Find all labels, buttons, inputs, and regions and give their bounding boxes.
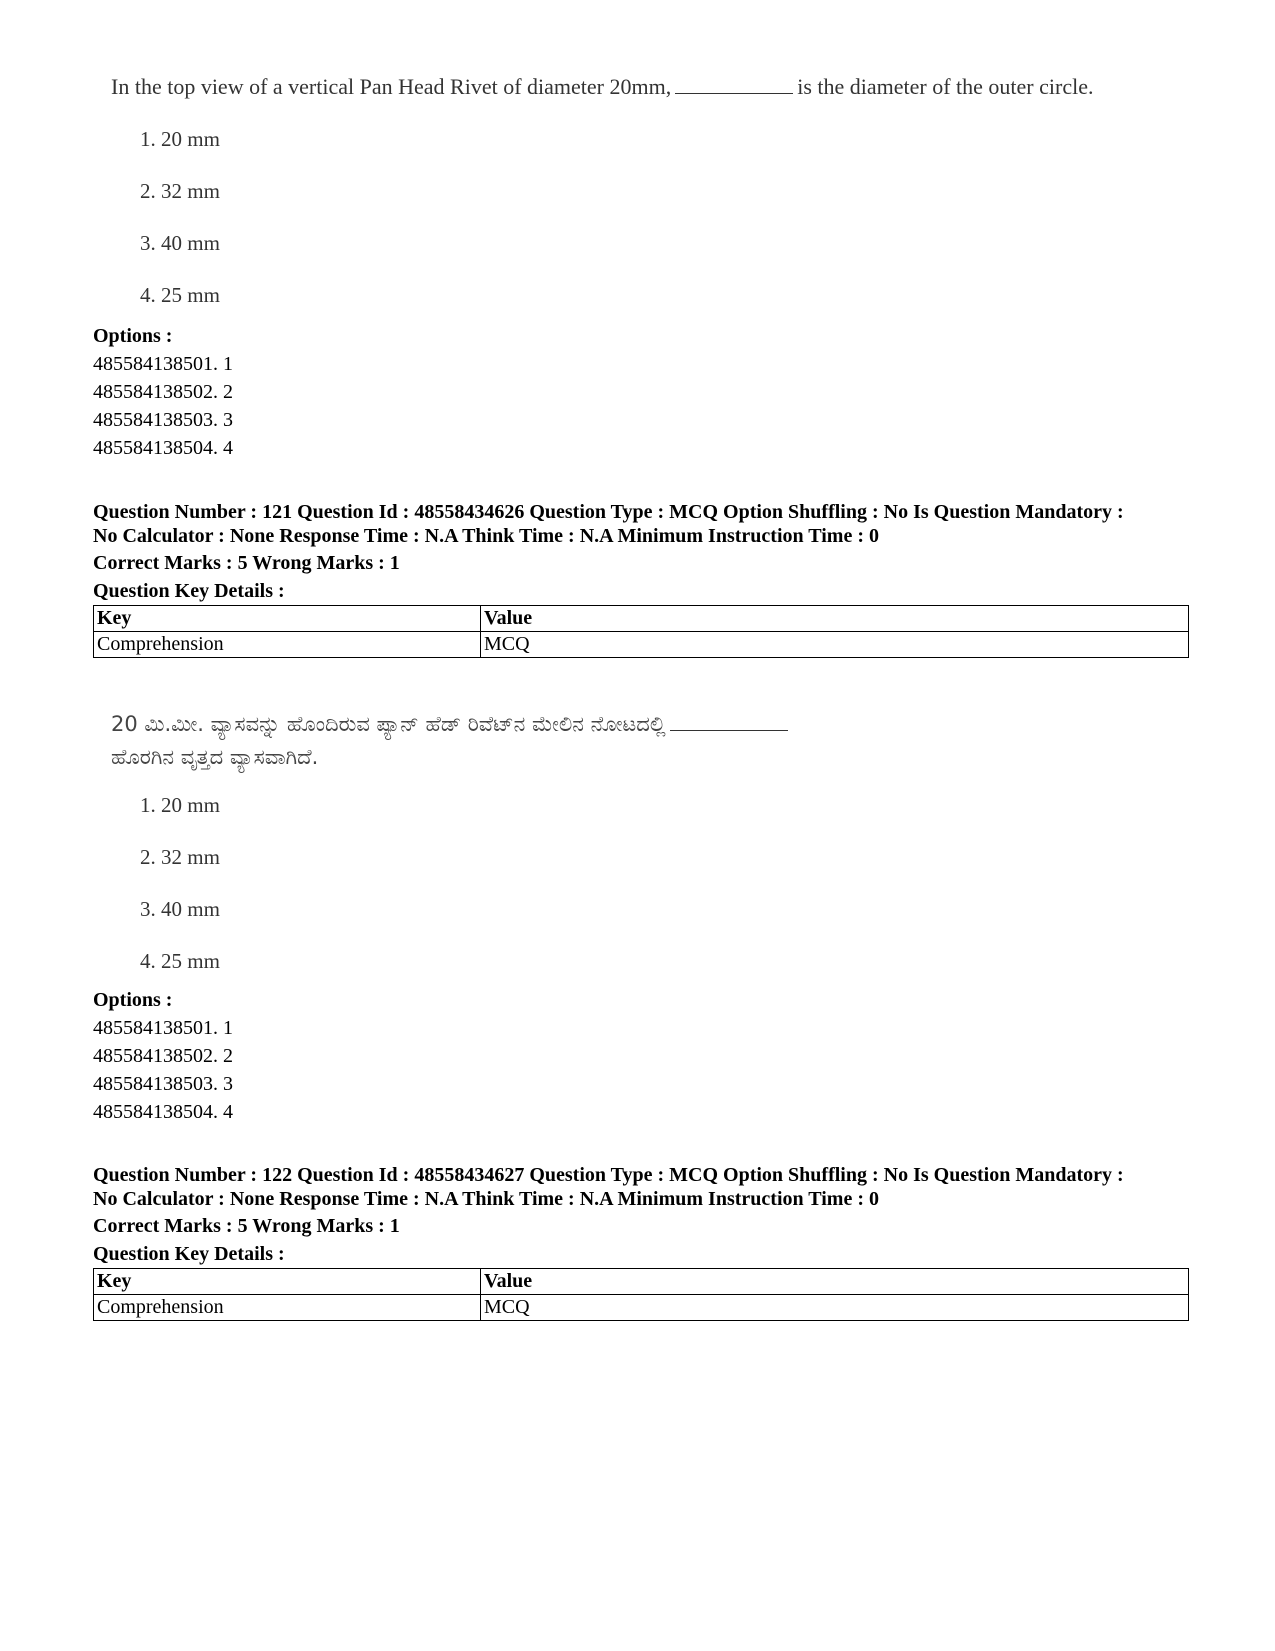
option-id: 485584138501. 1: [93, 1017, 233, 1039]
key-details-heading: Question Key Details :: [93, 580, 285, 602]
table-cell-key: Comprehension: [94, 1295, 481, 1321]
choice-item: 4. 25 mm: [140, 283, 220, 307]
table-header-value: Value: [481, 606, 1189, 632]
marks-line: Correct Marks : 5 Wrong Marks : 1: [93, 1215, 400, 1237]
option-id: 485584138502. 2: [93, 381, 233, 403]
table-header-row: [94, 606, 1189, 632]
choice-item: 3. 40 mm: [140, 897, 220, 921]
choice-item: 4. 25 mm: [140, 949, 220, 973]
choice-item: 2. 32 mm: [140, 845, 220, 869]
option-id: 485584138501. 1: [93, 353, 233, 375]
key-details-heading: Question Key Details :: [93, 1243, 285, 1265]
choice-item: 1. 20 mm: [140, 793, 220, 817]
answer-blank: [670, 729, 788, 731]
question-text-kannada: [111, 708, 792, 774]
option-id: 485584138504. 4: [93, 1101, 233, 1123]
table-cell-value: MCQ: [481, 1295, 1189, 1321]
table-cell-key: Comprehension: [94, 632, 481, 658]
option-id: 485584138503. 3: [93, 409, 233, 431]
options-heading: Options :: [93, 989, 173, 1011]
option-id: 485584138502. 2: [93, 1045, 233, 1067]
question-text-kannada-line1: 20 ಮಿ.ಮೀ. ವ್ಯಾಸವನ್ನು ಹೊಂದಿರುವ ಪ್ಯಾನ್ ಹೆಡ್ ರಿವೆಟ್‌ನ ಮೇಲಿನ ನೋಟದಲ್ಲಿ: [111, 712, 666, 736]
choice-item: 3. 40 mm: [140, 231, 220, 255]
question-text: [111, 74, 1093, 100]
choice-item: 2. 32 mm: [140, 179, 220, 203]
question-meta-line1: Question Number : 122 Question Id : 48558434627 Question Type : MCQ Option Shuffling : No Is Question Mandatory :: [93, 1164, 1124, 1186]
table-row: [94, 1295, 1189, 1321]
table-cell-value: MCQ: [481, 632, 1189, 658]
question-meta: [93, 500, 1203, 548]
question-meta-line2: No Calculator : None Response Time : N.A Think Time : N.A Minimum Instruction Time : 0: [93, 1188, 879, 1210]
table-header-row: [94, 1269, 1189, 1295]
question-text-before: In the top view of a vertical Pan Head Rivet of diameter 20mm,: [111, 74, 672, 99]
option-id: 485584138504. 4: [93, 437, 233, 459]
choice-item: 1. 20 mm: [140, 127, 220, 151]
options-heading: Options :: [93, 325, 173, 347]
key-details-table: [93, 605, 1189, 658]
key-details-table: [93, 1268, 1189, 1321]
question-meta-line2: No Calculator : None Response Time : N.A Think Time : N.A Minimum Instruction Time : 0: [93, 525, 879, 547]
table-header-key: Key: [94, 1269, 481, 1295]
question-text-after: is the diameter of the outer circle.: [797, 74, 1094, 99]
marks-line: Correct Marks : 5 Wrong Marks : 1: [93, 552, 400, 574]
option-id: 485584138503. 3: [93, 1073, 233, 1095]
table-header-value: Value: [481, 1269, 1189, 1295]
table-row: [94, 632, 1189, 658]
question-meta: [93, 1163, 1203, 1211]
question-text-kannada-line2: ಹೊರಗಿನ ವೃತ್ತದ ವ್ಯಾಸವಾಗಿದೆ.: [111, 745, 319, 769]
answer-blank: [675, 92, 793, 94]
question-meta-line1: Question Number : 121 Question Id : 48558434626 Question Type : MCQ Option Shuffling : No Is Question Mandatory :: [93, 501, 1124, 523]
table-header-key: Key: [94, 606, 481, 632]
